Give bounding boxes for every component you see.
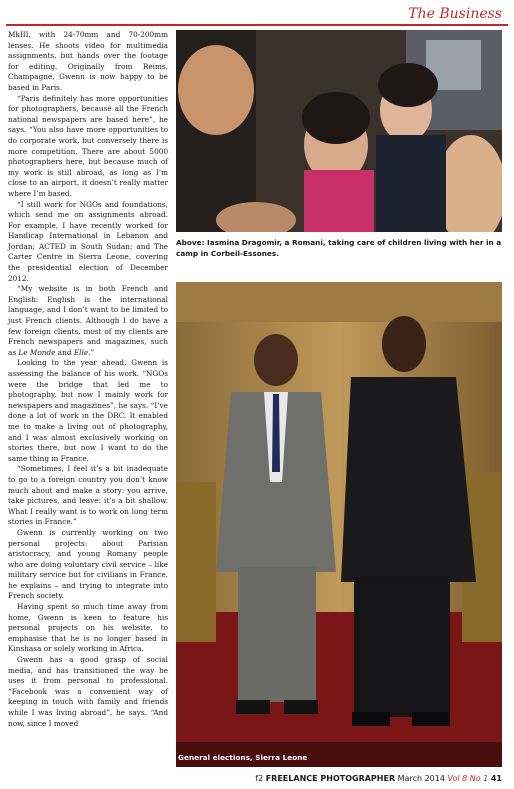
- article-column: [8, 30, 168, 729]
- article-paragraph: Looking to the year ahead, Gwenn is assessing the balance of his work. “NGOs were the bridge that led me to photography, but now I mainly work for newspapers and magazines”, he says. “I’ve done a lot of work in the DRC. It enabled me to make a living out of photography, and I was almost exclusively working on stories there, but now I want to do the same thing in France.: [8, 358, 168, 463]
- photo-sierra-leone-elections: [176, 282, 502, 767]
- magazine-title: FREELANCE PHOTOGRAPHER: [265, 774, 396, 783]
- section-title: The Business: [408, 6, 502, 22]
- magazine-name: Elle: [73, 347, 89, 357]
- article-paragraph: Gwenn has a good grasp of social media, and has transitioned the way he uses it from personal to professional. “Facebook was a convenient way of keeping in touch with family and friends while I was living abroad”, he says. “And now, since I moved: [8, 655, 168, 728]
- article-paragraph: Having spent so much time away from home, Gwenn is keen to feature his personal projects on his website, to emphasise that he is no longer based in Kinshasa or solely working in Africa.: [8, 602, 168, 654]
- page-footer: [255, 774, 502, 783]
- photo-romani-camp: [176, 30, 502, 232]
- article-paragraph: MkIII, with 24-70mm and 70-200mm lenses. He shoots video for multimedia assignments, but hands over the footage for editing. Originally from Reims, Champagne, Gwenn is now happy to be based in Paris.: [8, 30, 168, 92]
- article-text: .”: [88, 347, 95, 357]
- issue-date: March 2014: [397, 774, 445, 783]
- article-paragraph: “Paris definitely has more opportunities for photographers, because all the French national newspapers are based here”, he says. “You also have more opportunities to do corporate work, but conversely there is more competition. There are about 5000 photographers here, but because much of my work is still abroad, as long as I’m close to an airport, it doesn’t really matter where I’m based.: [8, 93, 168, 198]
- article-paragraph: Gwenn is currently working on two personal projects: about Parisian aristocracy, and young Romany people who are doing voluntary civil service – like military service but for civilians in France, he explains – and trying to integrate into French society.: [8, 527, 168, 601]
- article-paragraph: “I still work for NGOs and foundations, which send me on assignments abroad. For example, I have recently worked for Handicap International in Lebanon and Jordan; ACTED in South Sudan; and The Carter Centre in Sierra Leone, covering the presidential election of December 2012.: [8, 199, 168, 283]
- page-number: 41: [490, 774, 502, 783]
- article-text: and: [55, 347, 74, 357]
- photo-caption-bottom: General elections, Sierra Leone: [178, 753, 308, 762]
- article-text: “My website is in both French and English: English is the international language, and I don’t want to be limited to just French clients. Although I do have a few foreign clients, most of my clients are French newspapers and magazines, such as: [8, 284, 168, 357]
- photo-caption-top: Above: Iasmina Dragomir, a Romani, taking care of children living with her in a camp in Corbeil-Essones.: [176, 238, 502, 258]
- magazine-name: Le Monde: [18, 347, 56, 357]
- header-rule: [6, 24, 508, 26]
- brand-mark: f2: [255, 774, 264, 783]
- volume-number: Vol 8 No 1: [447, 774, 489, 783]
- article-paragraph: “Sometimes, I feel it’s a bit inadequate to go to a foreign country you don’t know much about and make a story: you arrive, take pictures, and leave: it’s a bit shallow. What I really want is to work on long term stories in France.”: [8, 464, 168, 527]
- article-paragraph: [8, 284, 168, 358]
